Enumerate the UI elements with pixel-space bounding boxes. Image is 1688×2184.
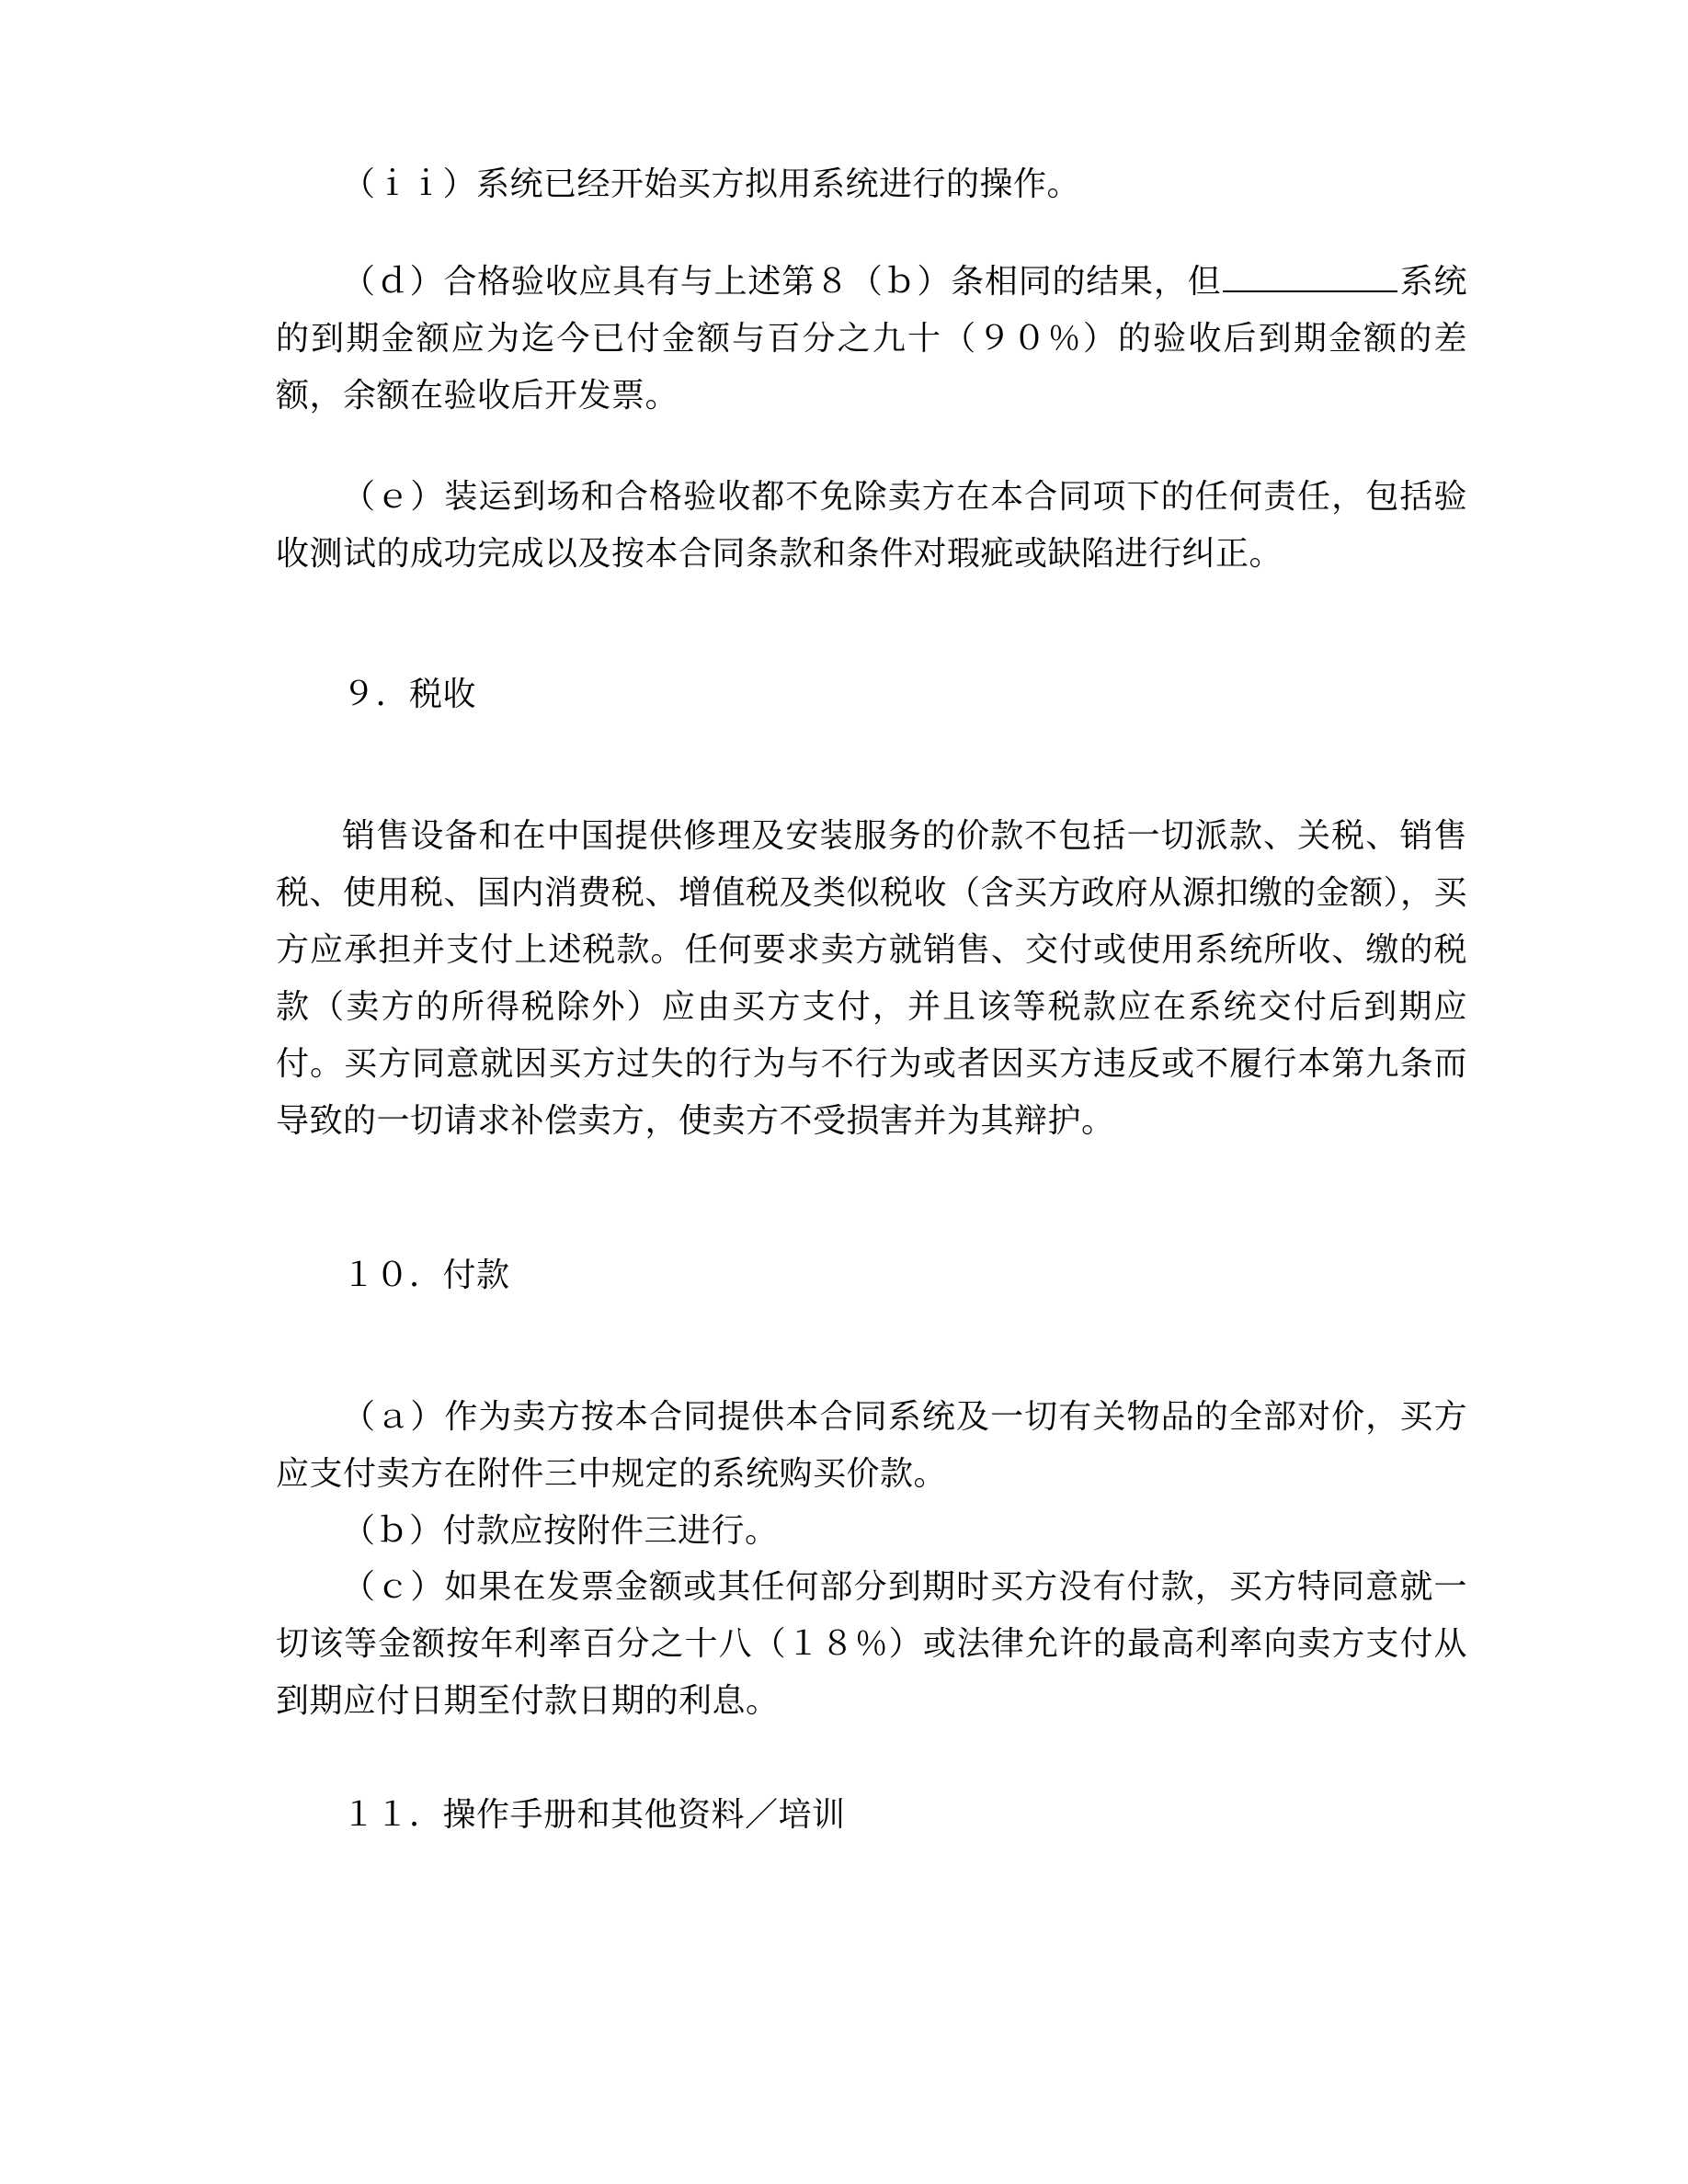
- paragraph-clause-8c-ii: （ｉｉ）系统已经开始买方拟用系统进行的操作。: [342, 165, 1081, 203]
- paragraph-clause-10c: （ｃ）如果在发票金额或其任何部分到期时买方没有付款，买方特同意就一切该等金额按年利率百分之十八（１８％）或法律允许的最高利率向卖方支付从到期应付日期至付款日期的利息。: [276, 1568, 1467, 1721]
- section-heading-11: １１．操作手册和其他资料／培训: [342, 1796, 846, 1835]
- paragraph-clause-9-body: 销售设备和在中国提供修理及安装服务的价款不包括一切派款、关税、销售税、使用税、国内消费税、增值税及类似税收（含买方政府从源扣缴的金额），买方应承担并支付上述税款。任何要求卖方就销售、交付或使用系统所收、缴的税款（卖方的所得税除外）应由买方支付，并且该等税款应在系统交付后到期应付。买方同意就因买方过失的行为与不行为或者因买方违反或不履行本第九条而导致的一切请求补偿卖方，使卖方不受损害并为其辩护。: [276, 817, 1468, 1140]
- paragraph-spacer: [276, 1345, 1467, 1389]
- paragraph-spacer: [276, 764, 1467, 808]
- paragraph-spacer: [276, 1190, 1467, 1247]
- paragraph-spacer: [276, 622, 1467, 666]
- paragraph-spacer: [276, 425, 1467, 469]
- clause-8d-text-after-blank: 系统的到期金额应为迄今已付金额与百分之九十（９０％）的验收后到期金额的差额，余额在验收后开发票。: [276, 262, 1467, 415]
- document-body: [276, 156, 1467, 1844]
- section-heading-9: ９．税收: [342, 676, 477, 714]
- fill-in-blank[interactable]: [1223, 290, 1397, 292]
- paragraph-clause-8e: （ｅ）装运到场和合格验收都不免除卖方在本合同项下的任何责任，包括验收测试的成功完成以及按本合同条款和条件对瑕疵或缺陷进行纠正。: [276, 477, 1467, 573]
- paragraph-clause-10b: （ｂ）付款应按附件三进行。: [342, 1511, 779, 1550]
- section-heading-10: １０．付款: [342, 1256, 510, 1294]
- paragraph-clause-8d: [276, 254, 1467, 425]
- paragraph-spacer: [276, 1730, 1467, 1787]
- paragraph-clause-10a: （ａ）作为卖方按本合同提供本合同系统及一切有关物品的全部对价，买方应支付卖方在附件三中规定的系统购买价款。: [276, 1397, 1467, 1493]
- clause-8d-text-before-blank: （ｄ）合格验收应具有与上述第８（ｂ）条相同的结果，但: [342, 262, 1222, 301]
